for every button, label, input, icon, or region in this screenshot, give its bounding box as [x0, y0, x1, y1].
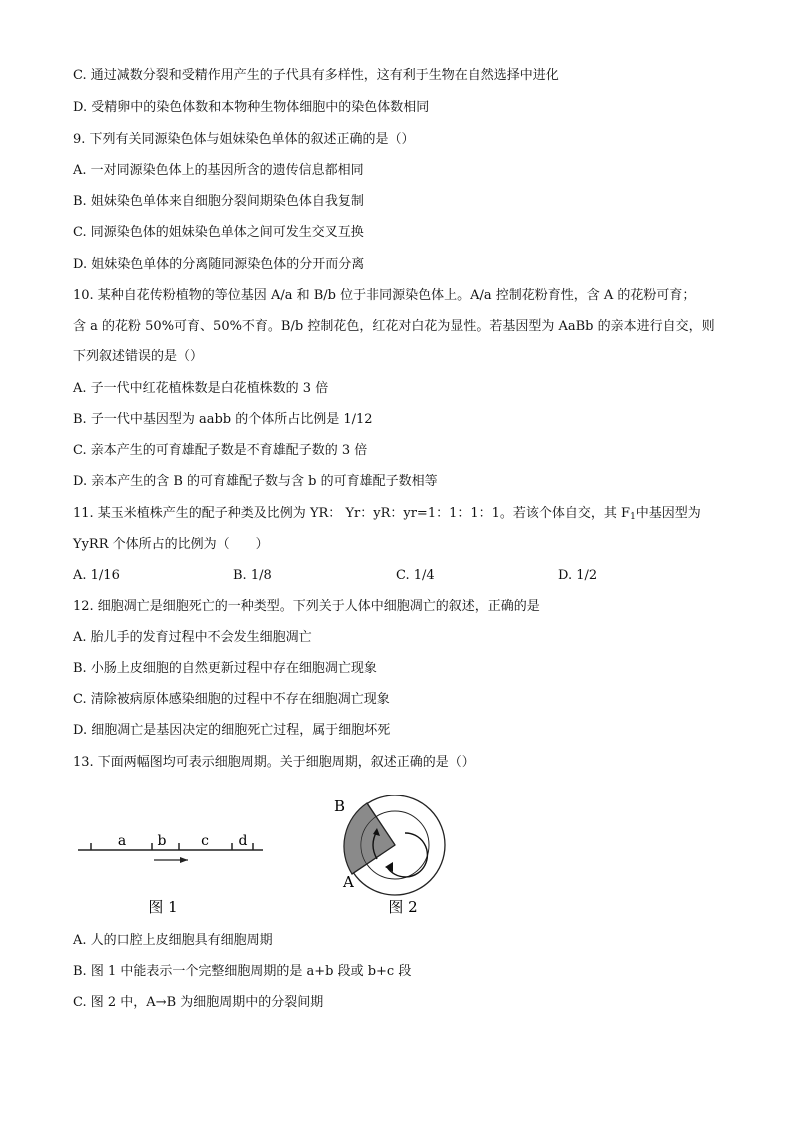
q11-option-b: B. 1/8 [233, 568, 272, 583]
figure-2-caption: 图 2 [388, 898, 418, 916]
segment-a-label: a [117, 833, 127, 849]
q9-option-c: C. 同源染色体的姐妹染色单体之间可发生交叉互换 [73, 225, 364, 240]
figure-1-cell-cycle-line [70, 820, 270, 920]
q11-stem-text: 11. 某玉米植株产生的配子种类及比例为 YR： Yr：yR：yr=1：1：1：1。若该个体自交，其 F [73, 506, 631, 521]
q8-option-c: C. 通过减数分裂和受精作用产生的子代具有多样性，这有利于生物在自然选择中进化 [73, 68, 559, 83]
q8-option-d: D. 受精卵中的染色体数和本物种生物体细胞中的染色体数相同 [73, 100, 430, 115]
segment-d-label: d [238, 833, 248, 849]
q10-option-d: D. 亲本产生的含 B 的可育雄配子数与含 b 的可育雄配子数相等 [73, 474, 438, 489]
segment-b-label: b [157, 833, 167, 849]
q11-option-d: D. 1/2 [558, 568, 598, 583]
q13-option-b: B. 图 1 中能表示一个完整细胞周期的是 a+b 段或 b+c 段 [73, 964, 412, 979]
q9-option-b: B. 姐妹染色单体来自细胞分裂间期染色体自我复制 [73, 194, 364, 209]
segment-c-label: c [201, 833, 209, 849]
q10-stem-line1: 10. 某种自花传粉植物的等位基因 A/a 和 B/b 位于非同源染色体上。A/a 控制花粉育性，含 A 的花粉可育； [73, 288, 696, 303]
q10-option-b: B. 子一代中基因型为 aabb 的个体所占比例是 1/12 [73, 412, 373, 427]
q10-option-c: C. 亲本产生的可育雄配子数是不育雄配子数的 3 倍 [73, 443, 368, 458]
figure-2-cell-cycle-circle [325, 795, 455, 920]
q10-stem-line3: 下列叙述错误的是（） [73, 349, 204, 364]
q13-stem: 13. 下面两幅图均可表示细胞周期。关于细胞周期，叙述正确的是（） [73, 755, 475, 770]
q12-option-b: B. 小肠上皮细胞的自然更新过程中存在细胞凋亡现象 [73, 661, 377, 676]
q9-stem: 9. 下列有关同源染色体与姐妹染色单体的叙述正确的是（） [73, 132, 415, 147]
q12-option-a: A. 胎儿手的发育过程中不会发生细胞凋亡 [73, 630, 312, 645]
q12-option-c: C. 清除被病原体感染细胞的过程中不存在细胞凋亡现象 [73, 692, 390, 707]
q13-option-c: C. 图 2 中，A→B 为细胞周期中的分裂间期 [73, 995, 324, 1010]
arrow-head [180, 857, 188, 863]
q9-option-a: A. 一对同源染色体上的基因所含的遗传信息都相同 [73, 163, 364, 178]
q12-option-d: D. 细胞凋亡是基因决定的细胞死亡过程，属于细胞坏死 [73, 723, 391, 738]
label-b: B [334, 797, 346, 815]
q10-option-a: A. 子一代中红花植株数是白花植株数的 3 倍 [73, 381, 329, 396]
q11-stem-line1 [73, 505, 701, 526]
q11-option-c: C. 1/4 [396, 568, 435, 583]
q13-option-a: A. 人的口腔上皮细胞具有细胞周期 [73, 933, 273, 948]
q9-option-d: D. 姐妹染色单体的分离随同源染色体的分开而分离 [73, 257, 365, 272]
q10-stem-line2: 含 a 的花粉 50%可育、50%不育。B/b 控制花色，红花对白花为显性。若基因型为 AaBb 的亲本进行自交，则 [73, 319, 715, 334]
q11-stem-tail: 中基因型为 [635, 506, 701, 521]
q11-stem-line2: YyRR 个体所占的比例为（ ） [73, 537, 269, 552]
q12-stem: 12. 细胞凋亡是细胞死亡的一种类型。下列关于人体中细胞凋亡的叙述，正确的是 [73, 599, 540, 614]
q11-option-a: A. 1/16 [73, 568, 120, 583]
label-a: A [343, 873, 354, 891]
q11-subscript: 1 [630, 512, 636, 522]
figure-1-caption: 图 1 [148, 898, 178, 916]
